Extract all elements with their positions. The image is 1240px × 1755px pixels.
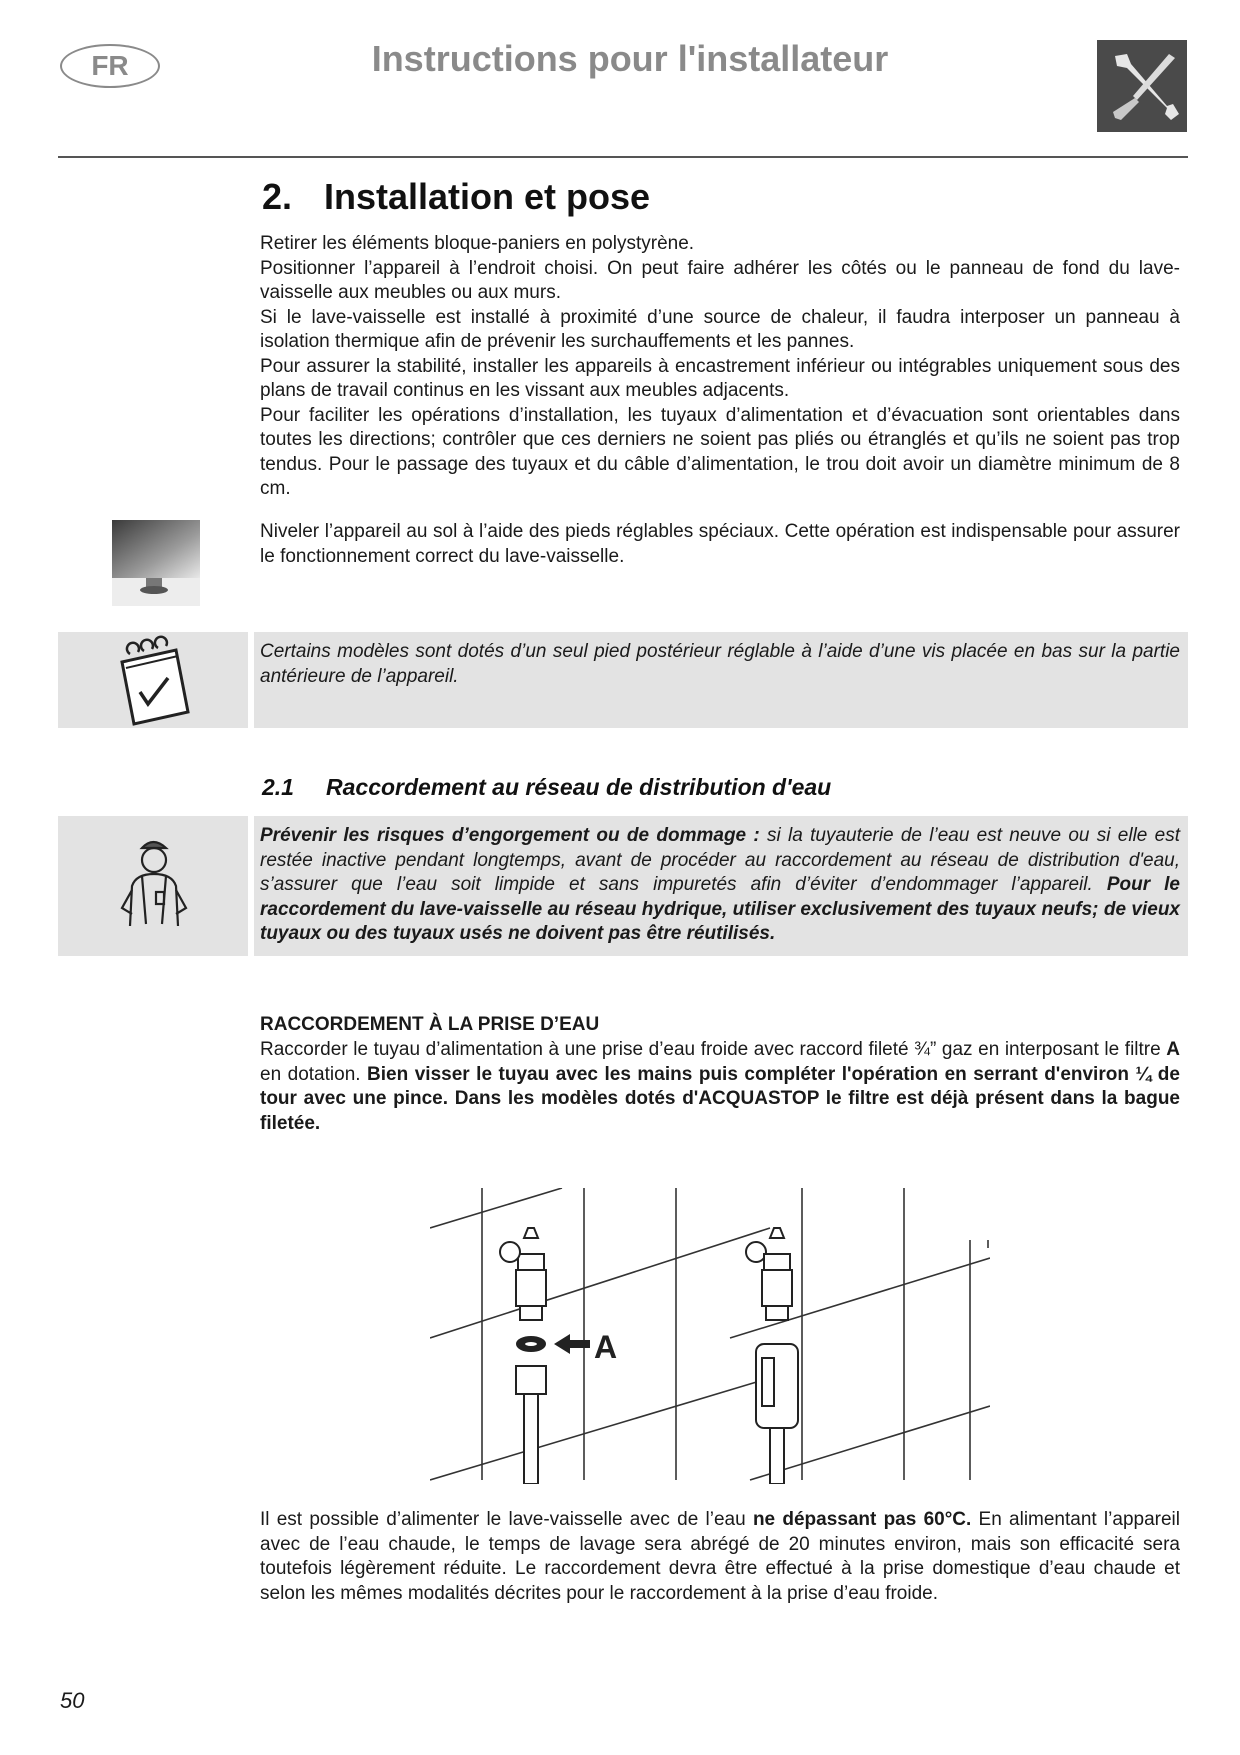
paragraph: Retirer les éléments bloque-paniers en polystyrène. <box>260 233 695 254</box>
connection-bold-text: Bien visser le tuyau avec les mains puis compléter l'opération en serrant d'environ ¼ de tour avec une pince. Dans les modèles dotés d'ACQUASTOP le filtre est déjà présent dans la bague filetée. <box>260 1063 1180 1134</box>
header-divider <box>58 156 1188 158</box>
section-number: 2. <box>262 176 293 217</box>
technician-icon <box>58 816 248 956</box>
installation-paragraphs <box>260 232 1180 502</box>
leveling-paragraph: Niveler l’appareil au sol à l’aide des pieds réglables spéciaux. Cette opération est indispensable pour assurer le fonctionnement correct du lave-vaisselle. <box>260 521 1180 567</box>
paragraph: Si le lave-vaisselle est installé à proximité d’une source de chaleur, il faudra interposer un panneau à isolation thermique afin de prévenir les surchauffements et les pannes. <box>260 306 1180 352</box>
subsection-number: 2.1 <box>262 774 294 800</box>
note-icon-panel <box>58 632 248 728</box>
notepad-icon <box>58 632 248 728</box>
paragraph: Positionner l’appareil à l’endroit choisi. On peut faire adhérer les côtés ou le panneau de fond du lave-vaisselle aux meubles ou aux murs. <box>260 257 1180 303</box>
hot-water-text-1: Il est possible d’alimenter le lave-vaisselle avec de l’eau <box>260 1509 753 1530</box>
connection-paragraph <box>260 1038 1180 1136</box>
page-header-title: Instructions pour l'installateur <box>371 38 889 79</box>
language-badge: FR <box>60 44 160 88</box>
connection-heading: RACCORDEMENT À LA PRISE D’EAU <box>260 1014 600 1035</box>
wrench-screwdriver-icon <box>1097 40 1187 132</box>
connection-text-2: en dotation. <box>260 1063 368 1085</box>
warning-bold-lead: Prévenir les risques d’engorgement ou de dommage : <box>260 825 760 846</box>
subsection-heading <box>262 774 831 801</box>
warning-text <box>260 824 1180 947</box>
section-heading <box>262 176 650 218</box>
page-number: 50 <box>60 1688 85 1713</box>
hot-water-bold: ne dépassant pas 60°C. <box>752 1509 972 1530</box>
subsection-title: Raccordement au réseau de distribution d'eau <box>326 774 832 800</box>
filter-label: A <box>594 1329 618 1365</box>
note-text: Certains modèles sont dotés d’un seul pied postérieur réglable à l’aide d’une vis placée en bas sur la partie antérieure de l’appareil. <box>260 641 1180 687</box>
paragraph: Pour faciliter les opérations d’installation, les tuyaux d’alimentation et d’évacuation sont orientables dans toutes les directions; contrôler que ces derniers ne soient pas pliés ou étranglés et qu’ils ne soient pas trop tendus. Pour le passage des tuyaux et du câble d’alimentation, le trou doit avoir un diamètre minimum de 8 cm. <box>260 404 1180 499</box>
connection-text-1: Raccorder le tuyau d’alimentation à une prise d’eau froide avec raccord fileté ¾” gaz en interposant le filtre <box>260 1039 1167 1060</box>
warning-body: si la tuyauterie de l’eau est neuve ou si elle est restée inactive pendant longtemps, avant de procéder au raccordement au réseau de distribution d'eau, s’assurer que l’eau soit limpide et sans impuretés afin d’éviter d’endommager l’appareil. <box>260 825 1180 895</box>
hot-water-text-2: En alimentant l’appareil avec de l’eau chaude, le temps de lavage sera abrégé de 20 minutes environ, mais son efficacité sera toutefois légèrement réduite. Le raccordement devra être effectué à la prise domestique d’eau chaude et selon les mêmes modalités décrites pour le raccordement à la prise d’eau froide. <box>260 1509 1180 1604</box>
water-connection-diagram <box>430 1188 990 1484</box>
hot-water-paragraph <box>260 1508 1180 1606</box>
paragraph: Pour assurer la stabilité, installer les appareils à encastrement inférieur ou intégrables uniquement sous des plans de travail continus en les vissant aux meubles adjacents. <box>260 355 1180 401</box>
filter-letter: A <box>1166 1039 1180 1060</box>
adjustable-foot-image <box>112 520 200 606</box>
warning-bold-tail: Pour le raccordement du lave-vaisselle au réseau hydrique, utiliser exclusivement des tuyaux neufs; de vieux tuyaux ou des tuyaux usés ne doivent pas être réutilisés. <box>260 874 1181 944</box>
warning-icon-panel <box>58 816 248 956</box>
section-title: Installation et pose <box>324 176 651 217</box>
